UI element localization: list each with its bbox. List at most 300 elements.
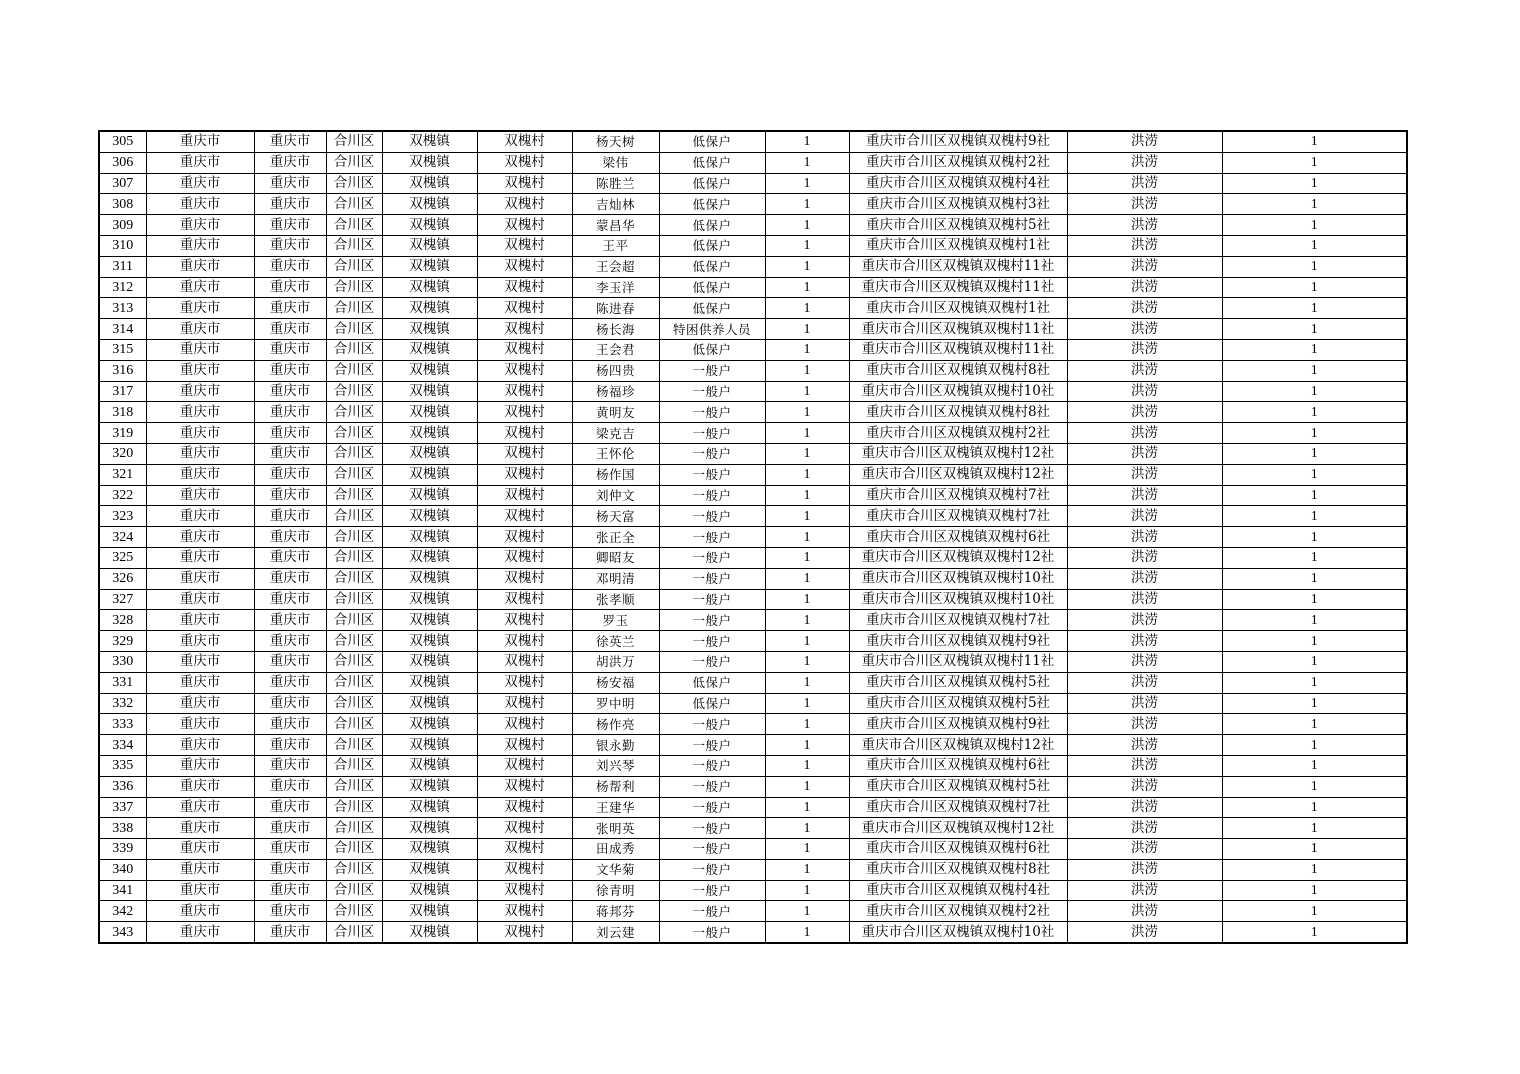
municipality-cell: 重庆市 [254,173,326,194]
count-cell: 1 [765,610,849,631]
row-number-cell: 319 [99,423,146,444]
town-cell: 双槐镇 [382,735,477,756]
table-row [99,464,1407,485]
quantity-cell: 1 [1222,527,1407,548]
quantity-cell: 1 [1222,173,1407,194]
table-row [99,402,1407,423]
district-cell: 合川区 [326,319,382,340]
name-cell: 杨帮利 [572,776,659,797]
address-cell: 重庆市合川区双槐镇双槐村7社 [849,797,1067,818]
city-cell: 重庆市 [146,319,254,340]
address-cell: 重庆市合川区双槐镇双槐村12社 [849,547,1067,568]
quantity-cell: 1 [1222,693,1407,714]
name-cell: 张孝顺 [572,589,659,610]
address-cell: 重庆市合川区双槐镇双槐村12社 [849,443,1067,464]
city-cell: 重庆市 [146,839,254,860]
count-cell: 1 [765,194,849,215]
table-row [99,131,1407,152]
row-number-cell: 340 [99,859,146,880]
disaster-type-cell: 洪涝 [1067,797,1222,818]
count-cell: 1 [765,319,849,340]
disaster-type-cell: 洪涝 [1067,256,1222,277]
town-cell: 双槐镇 [382,194,477,215]
address-cell: 重庆市合川区双槐镇双槐村7社 [849,610,1067,631]
address-cell: 重庆市合川区双槐镇双槐村10社 [849,381,1067,402]
household-type-cell: 一般户 [659,423,765,444]
municipality-cell: 重庆市 [254,589,326,610]
village-cell: 双槐村 [477,818,572,839]
town-cell: 双槐镇 [382,319,477,340]
name-cell: 田成秀 [572,839,659,860]
village-cell: 双槐村 [477,464,572,485]
address-cell: 重庆市合川区双槐镇双槐村6社 [849,755,1067,776]
disaster-type-cell: 洪涝 [1067,194,1222,215]
name-cell: 杨安福 [572,672,659,693]
table-row [99,693,1407,714]
city-cell: 重庆市 [146,818,254,839]
quantity-cell: 1 [1222,797,1407,818]
municipality-cell: 重庆市 [254,735,326,756]
town-cell: 双槐镇 [382,672,477,693]
address-cell: 重庆市合川区双槐镇双槐村10社 [849,589,1067,610]
village-cell: 双槐村 [477,797,572,818]
name-cell: 银永勤 [572,735,659,756]
municipality-cell: 重庆市 [254,672,326,693]
household-type-cell: 一般户 [659,485,765,506]
city-cell: 重庆市 [146,755,254,776]
district-cell: 合川区 [326,443,382,464]
city-cell: 重庆市 [146,610,254,631]
count-cell: 1 [765,381,849,402]
address-cell: 重庆市合川区双槐镇双槐村12社 [849,818,1067,839]
household-type-cell: 低保户 [659,298,765,319]
village-cell: 双槐村 [477,256,572,277]
municipality-cell: 重庆市 [254,194,326,215]
household-type-cell: 一般户 [659,859,765,880]
row-number-cell: 343 [99,922,146,943]
name-cell: 文华菊 [572,859,659,880]
town-cell: 双槐镇 [382,277,477,298]
town-cell: 双槐镇 [382,131,477,152]
name-cell: 杨四贵 [572,360,659,381]
disaster-type-cell: 洪涝 [1067,755,1222,776]
row-number-cell: 335 [99,755,146,776]
table-row [99,755,1407,776]
town-cell: 双槐镇 [382,235,477,256]
town-cell: 双槐镇 [382,797,477,818]
address-cell: 重庆市合川区双槐镇双槐村4社 [849,880,1067,901]
district-cell: 合川区 [326,235,382,256]
village-cell: 双槐村 [477,610,572,631]
town-cell: 双槐镇 [382,423,477,444]
town-cell: 双槐镇 [382,693,477,714]
quantity-cell: 1 [1222,381,1407,402]
table-row [99,651,1407,672]
quantity-cell: 1 [1222,339,1407,360]
household-type-cell: 一般户 [659,880,765,901]
disaster-type-cell: 洪涝 [1067,235,1222,256]
town-cell: 双槐镇 [382,464,477,485]
town-cell: 双槐镇 [382,547,477,568]
municipality-cell: 重庆市 [254,797,326,818]
row-number-cell: 313 [99,298,146,319]
disaster-type-cell: 洪涝 [1067,631,1222,652]
address-cell: 重庆市合川区双槐镇双槐村11社 [849,319,1067,340]
quantity-cell: 1 [1222,506,1407,527]
name-cell: 徐英兰 [572,631,659,652]
municipality-cell: 重庆市 [254,506,326,527]
village-cell: 双槐村 [477,672,572,693]
count-cell: 1 [765,672,849,693]
district-cell: 合川区 [326,610,382,631]
name-cell: 罗玉 [572,610,659,631]
district-cell: 合川区 [326,464,382,485]
household-type-cell: 一般户 [659,755,765,776]
row-number-cell: 315 [99,339,146,360]
district-cell: 合川区 [326,360,382,381]
table-row [99,610,1407,631]
village-cell: 双槐村 [477,776,572,797]
name-cell: 杨天树 [572,131,659,152]
quantity-cell: 1 [1222,131,1407,152]
count-cell: 1 [765,735,849,756]
quantity-cell: 1 [1222,485,1407,506]
table-row [99,714,1407,735]
city-cell: 重庆市 [146,277,254,298]
city-cell: 重庆市 [146,506,254,527]
row-number-cell: 328 [99,610,146,631]
address-cell: 重庆市合川区双槐镇双槐村4社 [849,173,1067,194]
quantity-cell: 1 [1222,423,1407,444]
address-cell: 重庆市合川区双槐镇双槐村7社 [849,485,1067,506]
row-number-cell: 309 [99,215,146,236]
household-type-cell: 一般户 [659,631,765,652]
count-cell: 1 [765,651,849,672]
household-type-cell: 一般户 [659,381,765,402]
row-number-cell: 307 [99,173,146,194]
municipality-cell: 重庆市 [254,880,326,901]
village-cell: 双槐村 [477,693,572,714]
household-type-cell: 一般户 [659,610,765,631]
district-cell: 合川区 [326,589,382,610]
row-number-cell: 329 [99,631,146,652]
table-row [99,839,1407,860]
village-cell: 双槐村 [477,735,572,756]
table-row [99,631,1407,652]
table-row [99,527,1407,548]
address-cell: 重庆市合川区双槐镇双槐村11社 [849,277,1067,298]
municipality-cell: 重庆市 [254,547,326,568]
city-cell: 重庆市 [146,631,254,652]
address-cell: 重庆市合川区双槐镇双槐村11社 [849,256,1067,277]
town-cell: 双槐镇 [382,818,477,839]
district-cell: 合川区 [326,423,382,444]
table-row [99,194,1407,215]
household-type-cell: 低保户 [659,131,765,152]
household-type-cell: 低保户 [659,235,765,256]
town-cell: 双槐镇 [382,901,477,922]
municipality-cell: 重庆市 [254,839,326,860]
table-row [99,797,1407,818]
name-cell: 吉灿林 [572,194,659,215]
address-cell: 重庆市合川区双槐镇双槐村11社 [849,339,1067,360]
disaster-type-cell: 洪涝 [1067,485,1222,506]
quantity-cell: 1 [1222,755,1407,776]
count-cell: 1 [765,631,849,652]
address-cell: 重庆市合川区双槐镇双槐村3社 [849,194,1067,215]
address-cell: 重庆市合川区双槐镇双槐村8社 [849,402,1067,423]
disaster-type-cell: 洪涝 [1067,319,1222,340]
row-number-cell: 326 [99,568,146,589]
municipality-cell: 重庆市 [254,651,326,672]
district-cell: 合川区 [326,547,382,568]
municipality-cell: 重庆市 [254,298,326,319]
town-cell: 双槐镇 [382,381,477,402]
village-cell: 双槐村 [477,402,572,423]
disaster-type-cell: 洪涝 [1067,131,1222,152]
village-cell: 双槐村 [477,235,572,256]
village-cell: 双槐村 [477,423,572,444]
name-cell: 梁克吉 [572,423,659,444]
table-row [99,381,1407,402]
quantity-cell: 1 [1222,360,1407,381]
count-cell: 1 [765,173,849,194]
village-cell: 双槐村 [477,922,572,943]
quantity-cell: 1 [1222,319,1407,340]
count-cell: 1 [765,714,849,735]
name-cell: 王会超 [572,256,659,277]
district-cell: 合川区 [326,859,382,880]
table-row [99,901,1407,922]
address-cell: 重庆市合川区双槐镇双槐村8社 [849,360,1067,381]
quantity-cell: 1 [1222,568,1407,589]
name-cell: 张正全 [572,527,659,548]
city-cell: 重庆市 [146,922,254,943]
table-row [99,298,1407,319]
address-cell: 重庆市合川区双槐镇双槐村9社 [849,131,1067,152]
count-cell: 1 [765,901,849,922]
city-cell: 重庆市 [146,235,254,256]
quantity-cell: 1 [1222,256,1407,277]
table-row [99,547,1407,568]
disaster-type-cell: 洪涝 [1067,527,1222,548]
quantity-cell: 1 [1222,464,1407,485]
disaster-type-cell: 洪涝 [1067,880,1222,901]
name-cell: 陈进春 [572,298,659,319]
address-cell: 重庆市合川区双槐镇双槐村6社 [849,839,1067,860]
household-table [98,130,1408,944]
town-cell: 双槐镇 [382,589,477,610]
table-row [99,589,1407,610]
household-type-cell: 一般户 [659,402,765,423]
city-cell: 重庆市 [146,714,254,735]
district-cell: 合川区 [326,256,382,277]
table-row [99,277,1407,298]
address-cell: 重庆市合川区双槐镇双槐村10社 [849,922,1067,943]
row-number-cell: 318 [99,402,146,423]
count-cell: 1 [765,589,849,610]
household-type-cell: 特困供养人员 [659,319,765,340]
district-cell: 合川区 [326,922,382,943]
quantity-cell: 1 [1222,235,1407,256]
village-cell: 双槐村 [477,714,572,735]
household-type-cell: 低保户 [659,672,765,693]
city-cell: 重庆市 [146,568,254,589]
city-cell: 重庆市 [146,776,254,797]
household-type-cell: 一般户 [659,797,765,818]
disaster-type-cell: 洪涝 [1067,714,1222,735]
household-type-cell: 一般户 [659,901,765,922]
row-number-cell: 336 [99,776,146,797]
village-cell: 双槐村 [477,194,572,215]
name-cell: 张明英 [572,818,659,839]
count-cell: 1 [765,880,849,901]
table-row [99,423,1407,444]
town-cell: 双槐镇 [382,568,477,589]
district-cell: 合川区 [326,506,382,527]
name-cell: 蒙昌华 [572,215,659,236]
count-cell: 1 [765,755,849,776]
district-cell: 合川区 [326,131,382,152]
count-cell: 1 [765,339,849,360]
count-cell: 1 [765,298,849,319]
district-cell: 合川区 [326,485,382,506]
name-cell: 王会君 [572,339,659,360]
table-row [99,360,1407,381]
town-cell: 双槐镇 [382,776,477,797]
municipality-cell: 重庆市 [254,485,326,506]
address-cell: 重庆市合川区双槐镇双槐村2社 [849,901,1067,922]
city-cell: 重庆市 [146,901,254,922]
district-cell: 合川区 [326,818,382,839]
disaster-type-cell: 洪涝 [1067,423,1222,444]
village-cell: 双槐村 [477,319,572,340]
address-cell: 重庆市合川区双槐镇双槐村5社 [849,672,1067,693]
quantity-cell: 1 [1222,901,1407,922]
district-cell: 合川区 [326,173,382,194]
municipality-cell: 重庆市 [254,360,326,381]
name-cell: 陈胜兰 [572,173,659,194]
town-cell: 双槐镇 [382,922,477,943]
quantity-cell: 1 [1222,152,1407,173]
district-cell: 合川区 [326,880,382,901]
name-cell: 胡洪万 [572,651,659,672]
table-row [99,568,1407,589]
row-number-cell: 308 [99,194,146,215]
quantity-cell: 1 [1222,818,1407,839]
name-cell: 杨长海 [572,319,659,340]
municipality-cell: 重庆市 [254,631,326,652]
disaster-type-cell: 洪涝 [1067,277,1222,298]
municipality-cell: 重庆市 [254,152,326,173]
town-cell: 双槐镇 [382,256,477,277]
disaster-type-cell: 洪涝 [1067,506,1222,527]
count-cell: 1 [765,215,849,236]
municipality-cell: 重庆市 [254,215,326,236]
quantity-cell: 1 [1222,589,1407,610]
municipality-cell: 重庆市 [254,610,326,631]
village-cell: 双槐村 [477,839,572,860]
village-cell: 双槐村 [477,506,572,527]
name-cell: 邓明清 [572,568,659,589]
village-cell: 双槐村 [477,755,572,776]
row-number-cell: 305 [99,131,146,152]
household-type-cell: 一般户 [659,839,765,860]
table-row [99,152,1407,173]
row-number-cell: 333 [99,714,146,735]
disaster-type-cell: 洪涝 [1067,215,1222,236]
count-cell: 1 [765,485,849,506]
name-cell: 杨天富 [572,506,659,527]
row-number-cell: 339 [99,839,146,860]
count-cell: 1 [765,818,849,839]
household-type-cell: 一般户 [659,464,765,485]
row-number-cell: 327 [99,589,146,610]
count-cell: 1 [765,464,849,485]
district-cell: 合川区 [326,755,382,776]
count-cell: 1 [765,839,849,860]
disaster-type-cell: 洪涝 [1067,922,1222,943]
town-cell: 双槐镇 [382,755,477,776]
district-cell: 合川区 [326,339,382,360]
disaster-type-cell: 洪涝 [1067,776,1222,797]
count-cell: 1 [765,506,849,527]
village-cell: 双槐村 [477,527,572,548]
row-number-cell: 332 [99,693,146,714]
table-row [99,818,1407,839]
town-cell: 双槐镇 [382,360,477,381]
municipality-cell: 重庆市 [254,859,326,880]
quantity-cell: 1 [1222,277,1407,298]
village-cell: 双槐村 [477,880,572,901]
disaster-type-cell: 洪涝 [1067,589,1222,610]
district-cell: 合川区 [326,568,382,589]
disaster-type-cell: 洪涝 [1067,547,1222,568]
count-cell: 1 [765,277,849,298]
municipality-cell: 重庆市 [254,464,326,485]
address-cell: 重庆市合川区双槐镇双槐村1社 [849,235,1067,256]
district-cell: 合川区 [326,298,382,319]
city-cell: 重庆市 [146,485,254,506]
table-row [99,443,1407,464]
count-cell: 1 [765,693,849,714]
table-row [99,485,1407,506]
count-cell: 1 [765,547,849,568]
municipality-cell: 重庆市 [254,423,326,444]
table-body [99,131,1407,943]
address-cell: 重庆市合川区双槐镇双槐村9社 [849,714,1067,735]
district-cell: 合川区 [326,714,382,735]
count-cell: 1 [765,527,849,548]
village-cell: 双槐村 [477,568,572,589]
row-number-cell: 314 [99,319,146,340]
disaster-type-cell: 洪涝 [1067,651,1222,672]
municipality-cell: 重庆市 [254,381,326,402]
table-row [99,506,1407,527]
disaster-type-cell: 洪涝 [1067,152,1222,173]
household-type-cell: 一般户 [659,360,765,381]
row-number-cell: 311 [99,256,146,277]
household-type-cell: 一般户 [659,818,765,839]
table-row [99,880,1407,901]
row-number-cell: 320 [99,443,146,464]
count-cell: 1 [765,776,849,797]
row-number-cell: 322 [99,485,146,506]
address-cell: 重庆市合川区双槐镇双槐村12社 [849,464,1067,485]
city-cell: 重庆市 [146,527,254,548]
village-cell: 双槐村 [477,381,572,402]
district-cell: 合川区 [326,839,382,860]
